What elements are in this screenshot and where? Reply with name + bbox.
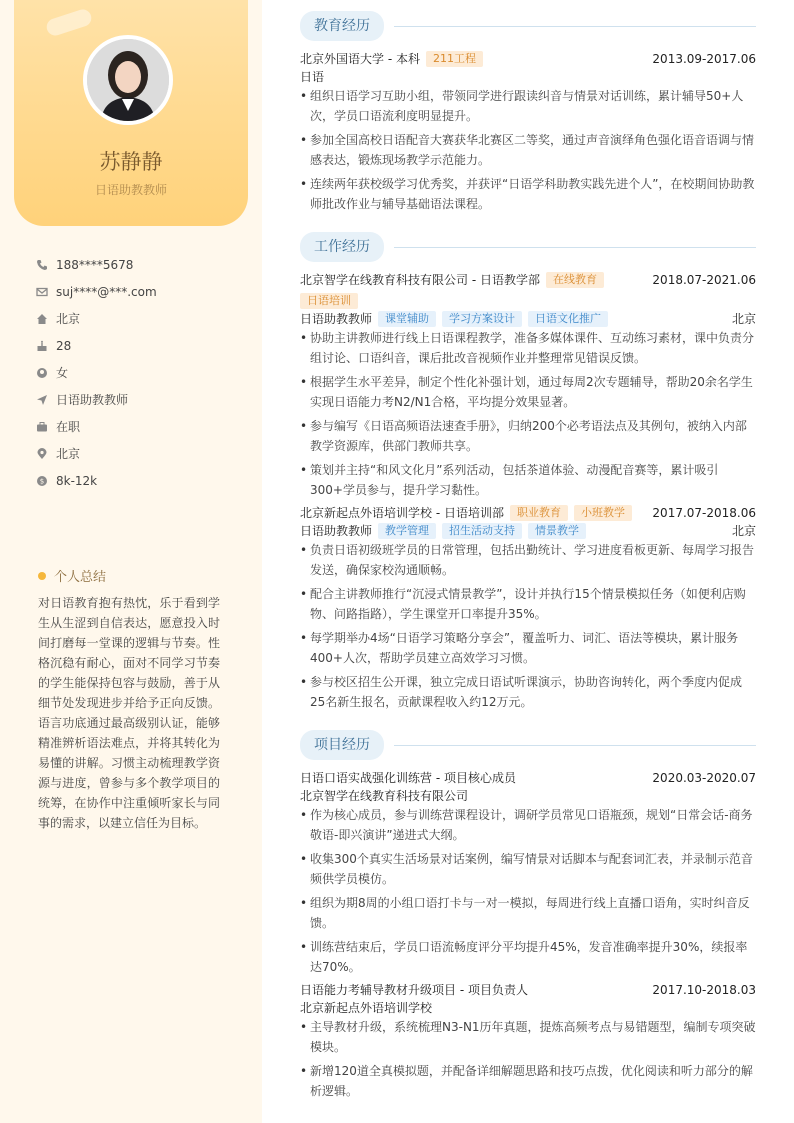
section-title: 项目经历 (300, 730, 384, 760)
city-text: 北京 (56, 312, 81, 326)
list-item: • 参与编写《日语高频语法速查手册》，归纳200个必考语法点及其例句，被纳入内部教学资源库，供部门教师共享。 (300, 416, 756, 456)
section-title: 工作经历 (300, 232, 384, 262)
project-date: 2017.10-2018.03 (652, 983, 756, 997)
candidate-name: 苏静静 (99, 150, 163, 174)
contact-info-list (36, 251, 157, 494)
info-item-salary (36, 467, 157, 494)
info-item-phone (36, 251, 157, 278)
industry-tag: 在线教育 (546, 272, 604, 288)
project-name: 日语口语实战强化训练营 - 项目核心成员 (300, 771, 516, 785)
skill-tag: 招生活动支持 (442, 523, 522, 539)
list-item: • 策划并主持“和风文化月”系列活动，包括茶道体验、动漫配音赛等，累计吸引300+学员参与，提升学习黏性。 (300, 460, 756, 500)
project-name: 日语能力考辅导教材升级项目 - 项目负责人 (300, 983, 528, 997)
job-2-bullets (300, 540, 756, 716)
home-icon (36, 313, 48, 325)
list-item: • 主导教材升级，系统梳理N3-N1历年真题，提炼高频考点与易错题型，编制专项突破模块。 (300, 1017, 756, 1057)
list-item: • 连续两年获校级学习优秀奖，并获评“日语学科助教实践先进个人”，在校期间协助教师批改作业与辅导基础语法课程。 (300, 174, 756, 214)
list-item: • 组织日语学习互助小组，带领同学进行跟读纠音与情景对话训练，累计辅导50+人次，学员口语流利度明显提升。 (300, 86, 756, 126)
briefcase-icon (36, 421, 48, 433)
mail-icon (36, 286, 48, 298)
list-item: • 每学期举办4场“日语学习策略分享会”，覆盖听力、词汇、语法等模块，累计服务400+人次，帮助学员建立高效学习习惯。 (300, 628, 756, 668)
list-item: • 根据学生水平差异，制定个性化补强计划，通过每周2次专题辅导，帮助20余名学生实现日语能力考N2/N1合格，平均提分效果显著。 (300, 372, 756, 412)
project-1-title-row (300, 769, 756, 787)
divider (394, 745, 756, 746)
job-1-extra-tag-row (300, 292, 756, 310)
skill-tag: 日语文化推广 (528, 311, 608, 327)
list-item: • 训练营结束后，学员口语流畅度评分平均提升45%，发音准确率提升30%，续报率达70%。 (300, 937, 756, 977)
money-icon (36, 475, 48, 487)
info-item-city (36, 305, 157, 332)
status-text: 在职 (56, 420, 81, 434)
info-item-status (36, 413, 157, 440)
job-1-position-row (300, 310, 756, 328)
skill-tag: 情景教学 (528, 523, 586, 539)
school-tag: 211工程 (426, 51, 483, 67)
list-item: • 配合主讲教师推行“沉浸式情景教学”，设计并执行15个情景模拟任务（如便利店购物、问路指路），学生课堂开口率提升35%。 (300, 584, 756, 624)
candidate-role: 日语助教教师 (94, 183, 167, 197)
list-item: • 参与校区招生公开课，独立完成日语试听课演示，协助咨询转化，两个季度内促成25名新生报名，贡献课程收入约12万元。 (300, 672, 756, 712)
salary-text: 8k-12k (56, 473, 98, 488)
company-name: 北京新起点外语培训学校 - 日语培训部 (300, 506, 504, 520)
job-2-company-row (300, 504, 756, 522)
skill-tag: 教学管理 (378, 523, 436, 539)
project-2-title-row (300, 981, 756, 999)
skill-tag: 课堂辅助 (378, 311, 436, 327)
gender-text: 女 (56, 366, 69, 380)
summary-text: 对日语教育抱有热忱，乐于看到学生从生涩到自信表达，愿意投入时间打磨每一堂课的逻辑与节奏。性格沉稳有耐心，面对不同学习节奏的学生能保持包容与鼓励，善于从细节处发现进步并给予正向反馈。语言功底通过最高级别认证，能够精准辨析语法难点，并将其转化为易懂的讲解。习惯主动梳理教学资源与进度，曾参与多个教学项目的统筹，在协作中注重倾听家长与同事的需求，以建立信任为目标。 (38, 596, 220, 830)
industry-tag: 职业教育 (510, 505, 568, 521)
divider (394, 247, 756, 248)
job-city: 北京 (731, 524, 756, 538)
info-item-location (36, 440, 157, 467)
position-title: 日语助教教师 (300, 524, 373, 538)
email-text: suj****@***.com (56, 284, 157, 299)
project-date: 2020.03-2020.07 (652, 771, 756, 785)
list-item: • 负责日语初级班学员的日常管理，包括出勤统计、学习进度看板更新、每周学习报告发送，确保家校沟通顺畅。 (300, 540, 756, 580)
school-name: 北京外国语大学 - 本科 (300, 52, 420, 66)
education-major: 日语 (300, 70, 325, 84)
bullet-dot-icon (38, 572, 46, 580)
skill-tag: 学习方案设计 (442, 311, 522, 327)
job-1-bullets (300, 328, 756, 504)
section-projects-header (300, 730, 756, 760)
info-item-age (36, 332, 157, 359)
job-city: 北京 (731, 312, 756, 326)
list-item: • 组织为期8周的小组口语打卡与一对一模拟，每周进行线上直播口语角，实时纠音反馈。 (300, 893, 756, 933)
info-item-gender (36, 359, 157, 386)
location-text: 北京 (56, 447, 81, 461)
phone-text: 188****5678 (56, 257, 134, 272)
info-item-email (36, 278, 157, 305)
phone-icon (36, 259, 48, 271)
section-education-header (300, 11, 756, 41)
sidebar (0, 0, 262, 1123)
job-intent-text: 日语助教教师 (56, 393, 129, 407)
industry-tag: 小班教学 (574, 505, 632, 521)
svg-text:$: $ (39, 477, 45, 486)
education-date: 2013.09-2017.06 (652, 52, 756, 66)
position-title: 日语助教教师 (300, 312, 373, 326)
job-2-position-row (300, 522, 756, 540)
info-item-job (36, 386, 157, 413)
divider (394, 26, 756, 27)
project-1-bullets (300, 805, 756, 981)
list-item: • 参加全国高校日语配音大赛获华北赛区二等奖，通过声音演绎角色强化语音语调与情感表达，锻炼现场教学示范能力。 (300, 130, 756, 170)
list-item: • 收集300个真实生活场景对话案例，编写情景对话脚本与配套词汇表，并录制示范音频供学员模仿。 (300, 849, 756, 889)
avatar (83, 35, 173, 125)
job-date: 2017.07-2018.06 (652, 506, 756, 520)
list-item: • 作为核心成员，参与训练营课程设计，调研学员常见口语瓶颈，规划“日常会话-商务敬语-即兴演讲”递进式大纲。 (300, 805, 756, 845)
education-school-row (300, 50, 756, 68)
job-1-company-row (300, 271, 756, 289)
industry-tag: 日语培训 (300, 293, 358, 309)
list-item: • 协助主讲教师进行线上日语课程教学，准备多媒体课件、互动练习素材，课中负责分组讨论、口语纠音，课后批改音视频作业并整理常见错误反馈。 (300, 328, 756, 368)
summary-title: 个人总结 (54, 570, 107, 585)
section-work-header (300, 232, 756, 262)
send-icon (36, 394, 48, 406)
summary-heading (38, 566, 106, 585)
section-title: 教育经历 (300, 11, 384, 41)
project-org: 北京智学在线教育科技有限公司 (300, 789, 469, 803)
cake-icon (36, 340, 48, 352)
decoration-shape (44, 7, 93, 37)
location-icon (36, 448, 48, 460)
job-date: 2018.07-2021.06 (652, 273, 756, 287)
gender-icon (36, 367, 48, 379)
project-org: 北京新起点外语培训学校 (300, 1001, 433, 1015)
education-bullets (300, 86, 756, 218)
age-text: 28 (56, 338, 72, 353)
list-item: • 新增120道全真模拟题，并配备详细解题思路和技巧点拨，优化阅读和听力部分的解析逻辑。 (300, 1061, 756, 1101)
company-name: 北京智学在线教育科技有限公司 - 日语教学部 (300, 273, 540, 287)
project-2-bullets (300, 1017, 756, 1105)
